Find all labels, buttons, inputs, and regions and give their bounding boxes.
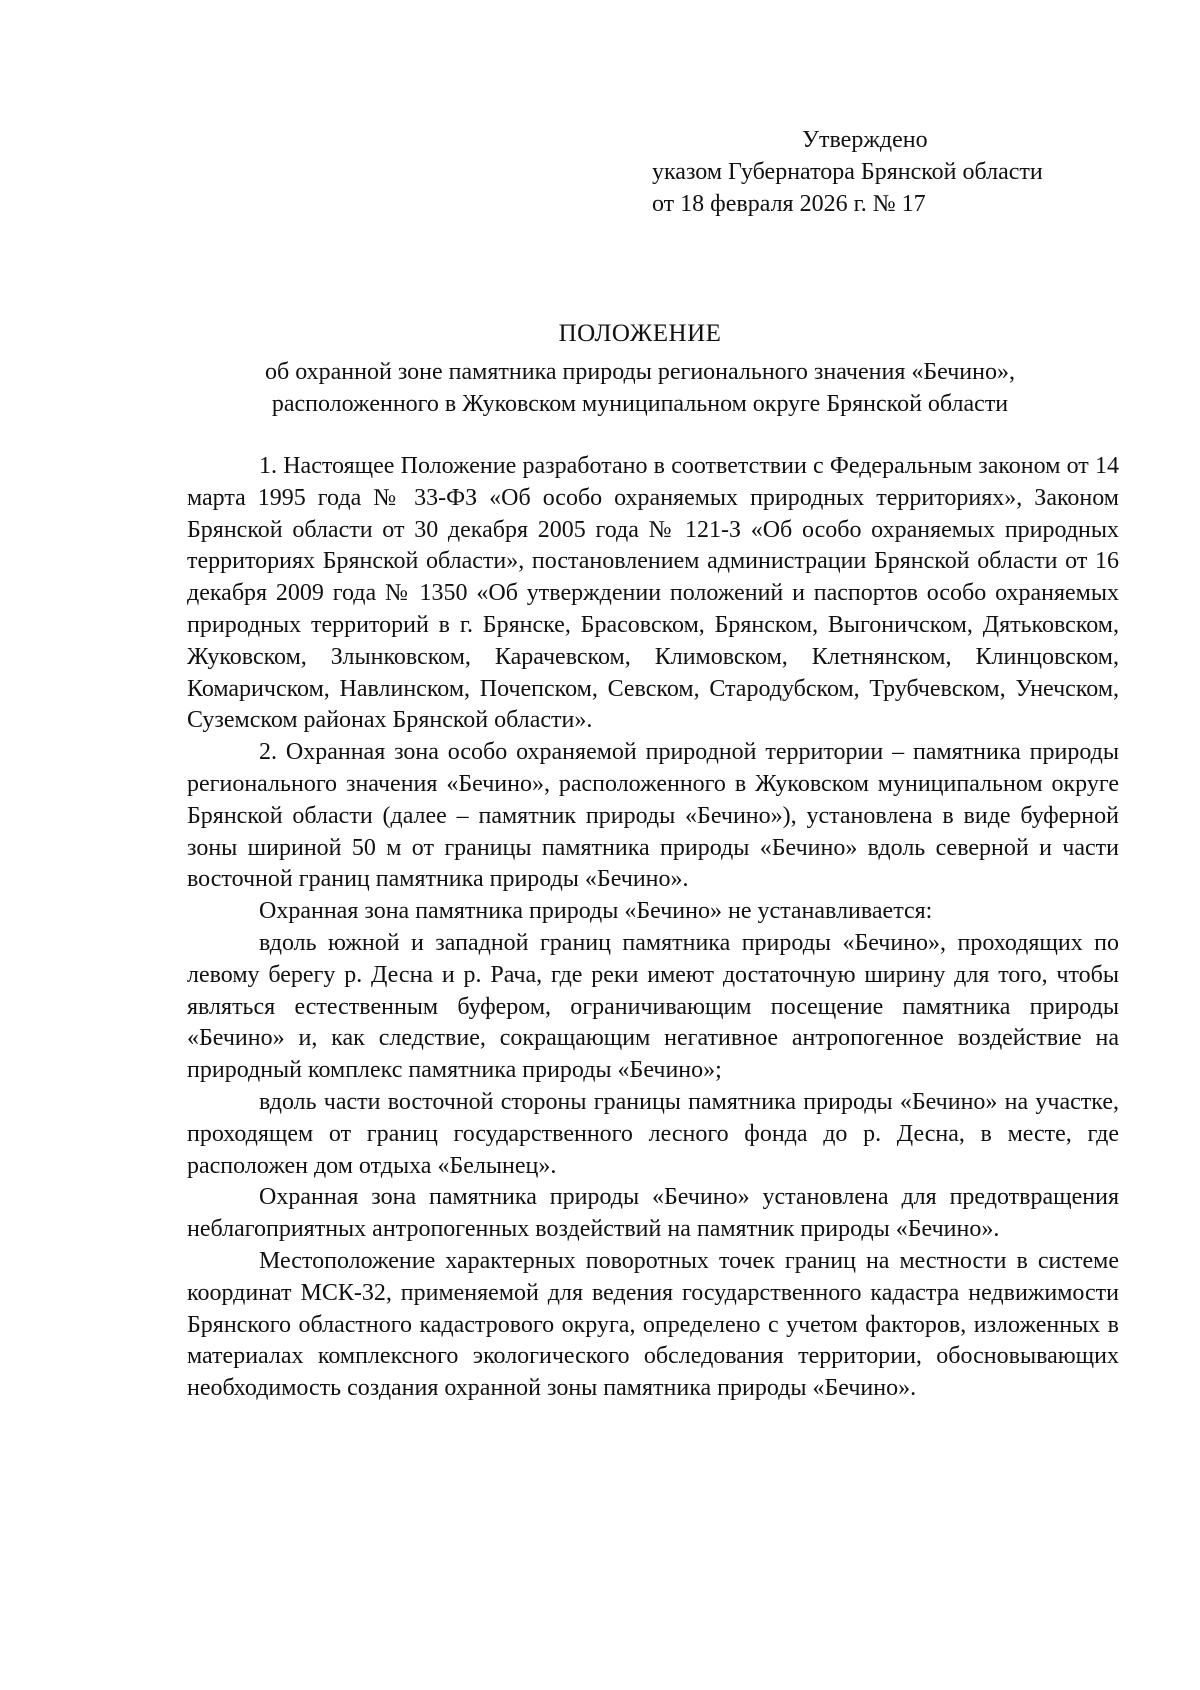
paragraph-not-established: Охранная зона памятника природы «Бечино» не устанавливается: <box>259 898 933 925</box>
paragraph-south-west-border: вдоль южной и западной границ памятника природы «Бечино», проходящих по левому берегу р. Десна и р. Рача, где реки имеют достаточную ширину для того, чтобы являться естественным буфером, ограничивающим посещение памятника природы «Бечино» и, как следствие, сокращающим негативное антропогенное воздействие на природный комплекс памятника природы «Бечино»; <box>187 929 1119 1084</box>
document-subtitle-line-2: расположенного в Жуковском муниципальном округе Брянской области <box>271 391 1009 417</box>
approval-line-decree: указом Губернатора Брянской области <box>652 159 1043 185</box>
approval-line-date-number: от 18 февраля 2026 г. № 17 <box>652 191 926 217</box>
document-body <box>187 451 1119 1405</box>
document-subtitle-line-1: об охранной зоне памятника природы регионального значения «Бечино», <box>265 359 1015 385</box>
paragraph-1-legal-basis: 1. Настоящее Положение разработано в соответствии с Федеральным законом от 14 марта 1995 года № 33-ФЗ «Об особо охраняемых природных территориях», Законом Брянской области от 30 декабря 2005 года № 121-З «Об особо охраняемых природных территориях Брянской области», постановлением администрации Брянской области от 16 декабря 2009 года № 1350 «Об утверждении положений и паспортов особо охраняемых природных территорий в г. Брянске, Брасовском, Брянском, Выгоничском, Дятьковском, Жуковском, Злынковском, Карачевском, Климовском, Клетнянском, Клинцовском, Комаричском, Навлинском, Почепском, Севском, Стародубском, Трубчевском, Унечском, Суземском районах Брянской области». <box>187 453 1119 734</box>
document-title: ПОЛОЖЕНИЕ <box>558 320 722 347</box>
paragraph-east-border: вдоль части восточной стороны границы памятника природы «Бечино» на участке, проходящем от границ государственного лесного фонда до р. Десна, в месте, где расположен дом отдыха «Белынец». <box>187 1088 1119 1179</box>
paragraph-purpose: Охранная зона памятника природы «Бечино» установлена для предотвращения неблагоприятных антропогенных воздействий на памятник природы «Бечино». <box>187 1184 1119 1243</box>
paragraph-coordinates: Местоположение характерных поворотных точек границ на местности в системе координат МСК-32, применяемой для ведения государственного кадастра недвижимости Брянского областного кадастрового округа, определено с учетом факторов, изложенных в материалах комплексного экологического обследования территории, обосновывающих необходимость создания охранной зоны памятника природы «Бечино». <box>187 1247 1119 1402</box>
approval-line-approved: Утверждено <box>802 127 928 153</box>
document-heading <box>150 318 1130 420</box>
paragraph-2-buffer-zone: 2. Охранная зона особо охраняемой природной территории – памятника природы регионального значения «Бечино», расположенного в Жуковском муниципальном округе Брянской области (далее – памятник природы «Бечино»), установлена в виде буферной зоны шириной 50 м от границы памятника природы «Бечино» вдоль северной и части восточной границ памятника природы «Бечино». <box>187 739 1119 893</box>
approval-stamp-block <box>652 124 1043 220</box>
